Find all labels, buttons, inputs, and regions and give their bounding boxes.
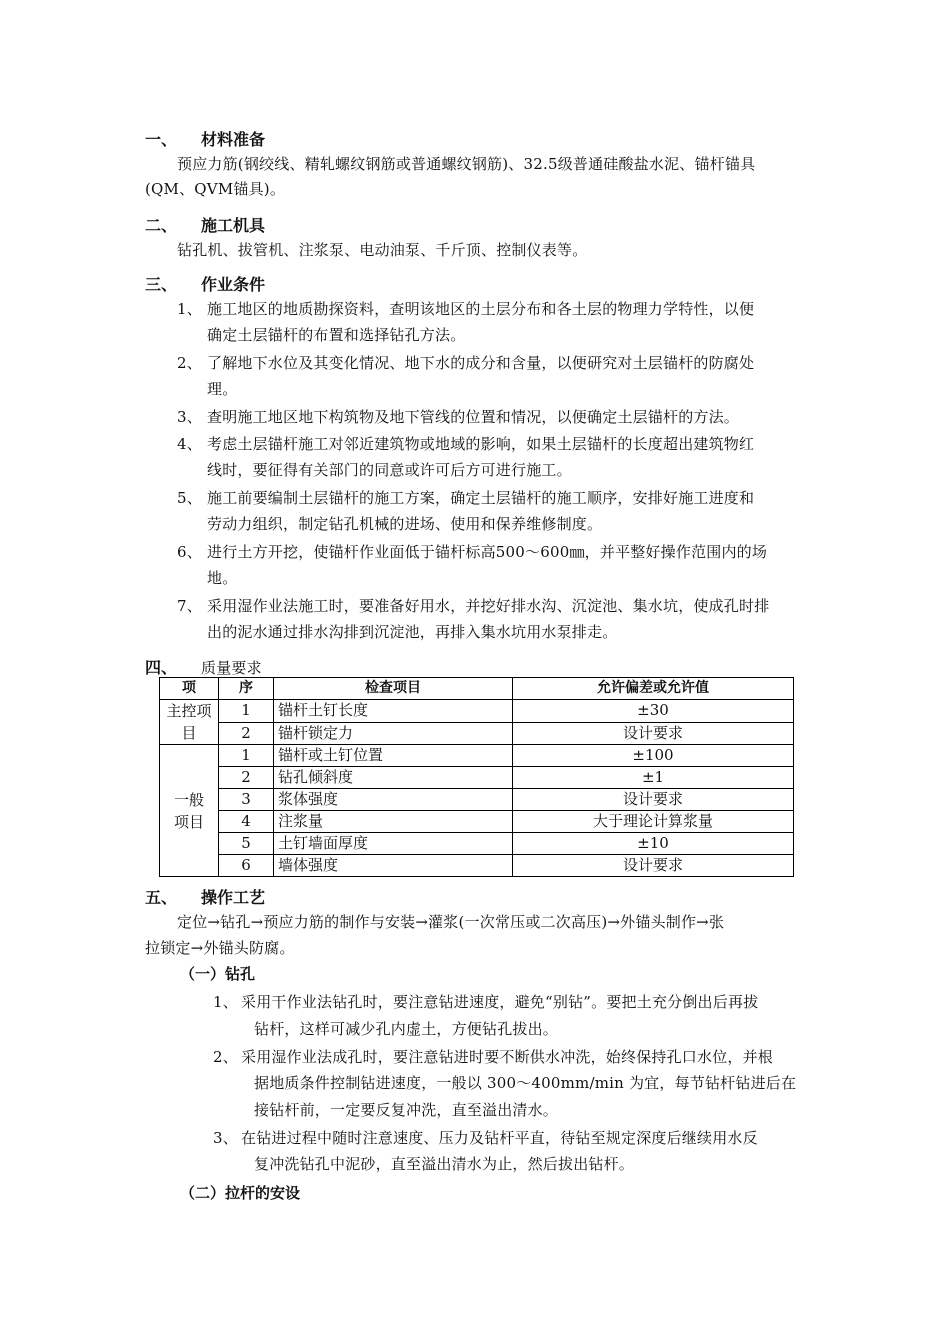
value-cell: 设计要求 [513,789,794,811]
list-item-text: 复冲洗钻孔中泥砂，直至溢出清水为止，然后拔出钻杆。 [254,1155,635,1173]
section-title: 作业条件 [201,275,266,294]
header-cell: 序 [219,678,274,700]
section-number: 二、 [145,216,178,235]
list-item-text: 进行土方开挖，使锚杆作业面低于锚杆标高500～600㎜，并平整好操作范围内的场 [207,543,768,561]
value-cell: 设计要求 [513,722,794,745]
list-item-number: 1、 [213,993,238,1011]
list-item-number: 3、 [213,1129,238,1147]
list-item-number: 2、 [213,1048,238,1066]
table-row [160,789,794,811]
section-number: 四、 [145,658,178,677]
value-cell: ±10 [513,833,794,855]
seq-cell: 1 [219,700,274,723]
group-general-cell: 一般项目 [160,745,219,877]
list-item-text: 线时，要征得有关部门的同意或许可后方可进行施工。 [207,461,572,479]
seq-cell: 5 [219,833,274,855]
list-item-number: 5、 [177,489,202,507]
paragraph-line: 预应力筋(钢绞线、精轧螺纹钢筋或普通螺纹钢筋)、32.5级普通硅酸盐水泥、锚杆锚具 [177,155,756,173]
value-cell: 大于理论计算浆量 [513,811,794,833]
list-item-number: 6、 [177,543,202,561]
header-cell: 检查项目 [274,678,513,700]
paragraph-line: (QM、QVM锚具)。 [145,180,286,198]
table-row [160,855,794,877]
subsection-title: （一）钻孔 [180,965,256,983]
section-number: 三、 [145,275,178,294]
list-item-text: 在钻进过程中随时注意速度、压力及钻杆平直，待钻至规定深度后继续用水反 [241,1129,758,1147]
item-cell: 浆体强度 [274,789,513,811]
value-cell: ±1 [513,767,794,789]
paragraph-line: 定位→钻孔→预应力筋的制作与安装→灌浆(一次常压或二次高压)→外锚头制作→张 [177,913,725,931]
list-item-text: 劳动力组织，制定钻孔机械的进场、使用和保养维修制度。 [207,515,603,533]
list-item-text: 钻杆，这样可减少孔内虚土，方便钻孔拔出。 [254,1020,559,1038]
list-item-text: 施工地区的地质勘探资料，查明该地区的土层分布和各土层的物理力学特性，以便 [207,300,755,318]
section-number: 五、 [145,888,178,907]
list-item-number: 7、 [177,597,202,615]
list-item-text: 理。 [207,380,238,398]
list-item-text: 接钻杆前，一定要反复冲洗，直至溢出清水。 [254,1101,559,1119]
paragraph-line: 钻孔机、拔管机、注浆泵、电动油泵、千斤顶、控制仪表等。 [177,241,588,259]
seq-cell: 4 [219,811,274,833]
value-cell: 设计要求 [513,855,794,877]
table-row [160,745,794,767]
item-cell: 注浆量 [274,811,513,833]
list-item-number: 2、 [177,354,202,372]
table-row [160,722,794,745]
seq-cell: 1 [219,745,274,767]
table-header-row [160,678,794,700]
list-item-text: 考虑土层锚杆施工对邻近建筑物或地域的影响，如果土层锚杆的长度超出建筑物红 [207,435,755,453]
list-item-text: 据地质条件控制钻进速度，一般以 300～400mm/min 为宜，每节钻杆钻进后在 [254,1074,797,1092]
section-title: 施工机具 [201,216,266,235]
section-title: 材料准备 [201,130,266,149]
list-item-text: 查明施工地区地下构筑物及地下管线的位置和情况，以便确定土层锚杆的方法。 [207,408,740,426]
value-cell: ±30 [513,700,794,723]
list-item-number: 1、 [177,300,202,318]
header-cell: 允许偏差或允许值 [513,678,794,700]
table-row [160,767,794,789]
paragraph-line: 拉锁定→外锚头防腐。 [145,939,295,957]
table-row [160,700,794,723]
table-row [160,811,794,833]
subsection-title: （二）拉杆的安设 [180,1184,301,1202]
item-cell: 锚杆锁定力 [274,722,513,745]
list-item-text: 采用湿作业法施工时，要准备好用水，并挖好排水沟、沉淀池、集水坑，使成孔时排 [207,597,770,615]
value-cell: ±100 [513,745,794,767]
list-item-text: 了解地下水位及其变化情况、地下水的成分和含量，以便研究对土层锚杆的防腐处 [207,354,755,372]
seq-cell: 3 [219,789,274,811]
item-cell: 钻孔倾斜度 [274,767,513,789]
section-title: 操作工艺 [201,888,266,907]
seq-cell: 2 [219,722,274,745]
list-item-text: 施工前要编制土层锚杆的施工方案，确定土层锚杆的施工顺序，安排好施工进度和 [207,489,755,507]
item-cell: 锚杆土钉长度 [274,700,513,723]
list-item-text: 出的泥水通过排水沟排到沉淀池，再排入集水坑用水泵排走。 [207,623,618,641]
list-item-number: 4、 [177,435,202,453]
table-row [160,833,794,855]
section-title: 质量要求 [201,659,262,677]
list-item-text: 采用干作业法钻孔时，要注意钻进速度，避免“别钻”。要把土充分倒出后再拔 [241,993,759,1011]
header-cell: 项 [160,678,219,700]
list-item-text: 采用湿作业法成孔时，要注意钻进时要不断供水冲洗，始终保持孔口水位，并根 [241,1048,774,1066]
seq-cell: 6 [219,855,274,877]
list-item-number: 3、 [177,408,202,426]
item-cell: 土钉墙面厚度 [274,833,513,855]
list-item-text: 地。 [207,569,238,587]
item-cell: 锚杆或土钉位置 [274,745,513,767]
seq-cell: 2 [219,767,274,789]
list-item-text: 确定土层锚杆的布置和选择钻孔方法。 [207,326,466,344]
group-main-cell: 主控项目 [160,700,219,745]
item-cell: 墙体强度 [274,855,513,877]
section-number: 一、 [145,130,178,149]
quality-table [159,677,794,877]
